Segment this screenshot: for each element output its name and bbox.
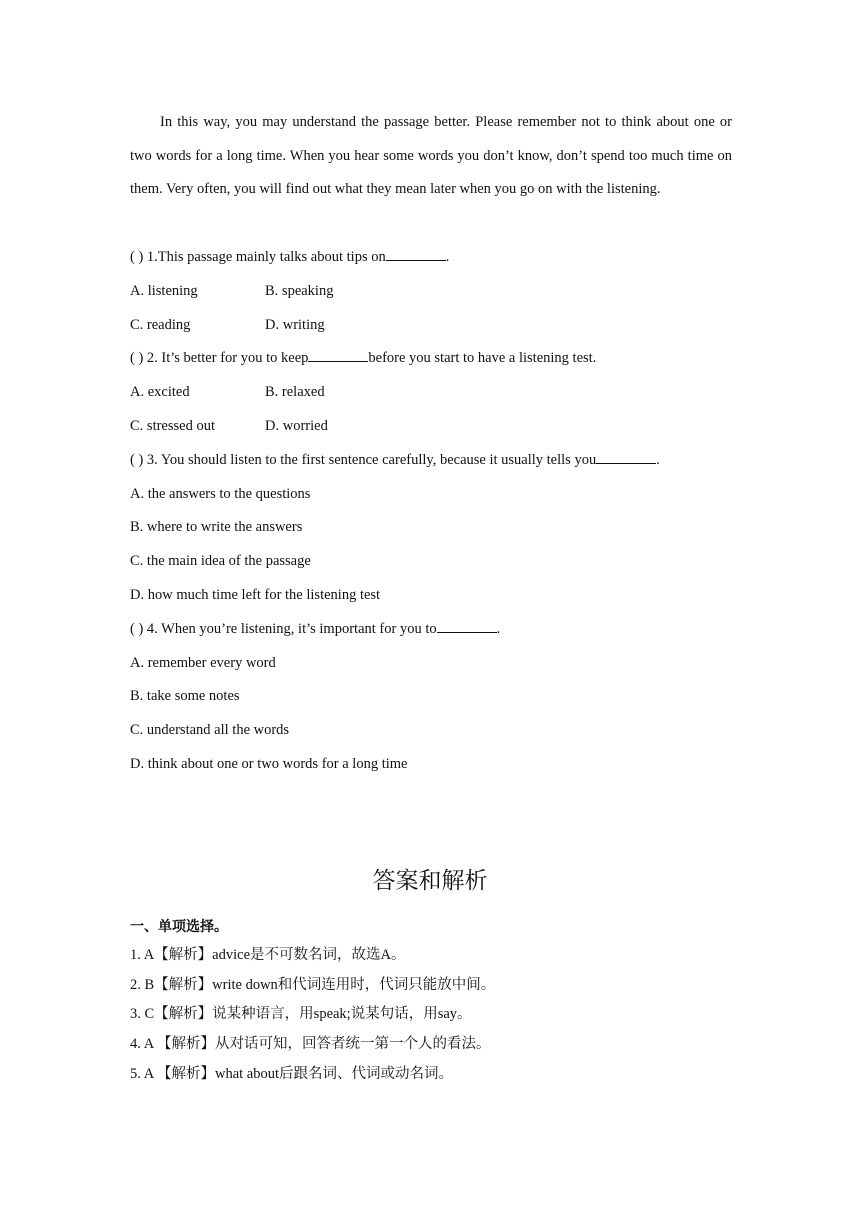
option-2b: B. relaxed [265,384,325,400]
answer-item-5: 5. A 【解析】what about后跟名词、代词或动名词。 [130,1066,454,1082]
option-3b: B. where to write the answers [130,519,303,535]
question-4 [130,619,500,639]
option-4d: D. think about one or two words for a long time [130,756,408,772]
option-2d: D. worried [265,418,328,434]
option-1b: B. speaking [265,283,334,299]
answers-title: 答案和解析 [372,868,488,894]
question-3 [130,450,660,470]
answer-blank [308,349,368,362]
answer-item-4: 4. A 【解析】从对话可知，回答者统一第一个人的看法。 [130,1036,491,1052]
question-3-prefix: ( ) 3. You should listen to the first sentence carefully, because it usually tells you [130,452,597,468]
question-1 [130,247,449,267]
question-3-suffix: . [656,452,660,468]
answer-item-3: 3. C【解析】说某种语言，用speak;说某句话，用say。 [130,1006,472,1022]
option-1d: D. writing [265,317,325,333]
question-1-suffix: . [445,249,450,265]
answer-item-2: 2. B【解析】write down和代词连用时，代词只能放中间。 [130,977,496,993]
option-1c: C. reading [130,317,191,333]
question-2-suffix: before you start to have a listening test. [368,350,597,366]
question-2-prefix: ( ) 2. It’s better for you to keep [130,350,309,366]
answer-blank [386,248,446,261]
option-3d: D. how much time left for the listening test [130,587,381,603]
option-3c: C. the main idea of the passage [130,553,311,569]
option-2a: A. excited [130,384,190,400]
question-2 [130,348,596,368]
question-4-prefix: ( ) 4. When you’re listening, it’s important for you to [130,621,437,637]
option-1a: A. listening [130,283,198,299]
option-3a: A. the answers to the questions [130,486,311,502]
option-2c: C. stressed out [130,418,215,434]
option-4c: C. understand all the words [130,722,290,738]
option-4b: B. take some notes [130,688,240,704]
answer-blank [437,620,497,633]
question-4-suffix: . [496,621,501,637]
answers-section-title: 一、单项选择。 [130,919,228,935]
answer-blank [596,451,656,464]
passage-paragraph: In this way, you may understand the passage better. Please remember not to think about one or two words for a long time. When you hear some words you don’t know, don’t spend too much time on them. Very often, you will find out what they mean later when you go on with the listening. [130,114,732,198]
question-1-prefix: ( ) 1.This passage mainly talks about tips on [130,249,386,265]
option-4a: A. remember every word [130,655,276,671]
answer-item-1: 1. A【解析】advice是不可数名词，故选A。 [130,947,406,963]
